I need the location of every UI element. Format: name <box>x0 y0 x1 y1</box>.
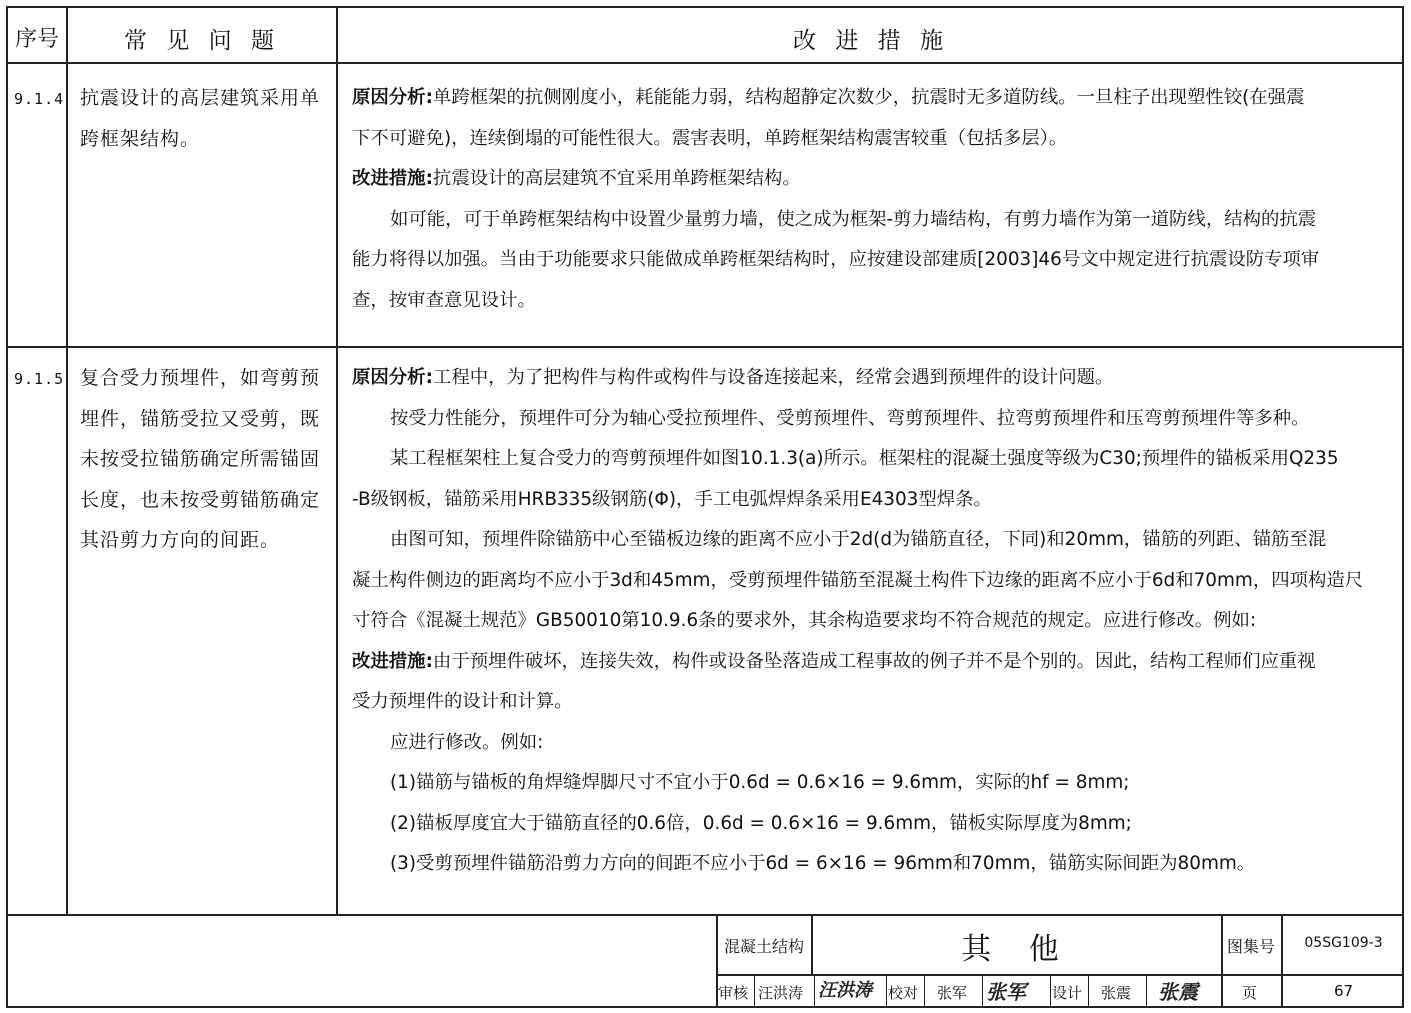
header-measure: 改 进 措 施 <box>793 28 949 54</box>
tb-review-label: 审核 <box>718 984 749 1002</box>
tb-checker: 张军 <box>937 984 968 1002</box>
measure-line: (3)受剪预埋件锚筋沿剪力方向的间距不应小于6d = 6×16 = 96mm和70mm，锚筋实际间距为80mm。 <box>390 853 1256 874</box>
tb-page-no: 67 <box>1333 982 1354 1000</box>
problem-line: 复合受力预埋件，如弯剪预 <box>80 367 321 389</box>
measure-line: (2)锚板厚度宜大于锚筋直径的0.6倍，0.6d = 0.6×16 = 9.6mm，锚板实际厚度为8mm; <box>390 812 1132 834</box>
measure-line: 受力预埋件的设计和计算。 <box>352 691 573 712</box>
tb-check-label: 校对 <box>888 984 919 1002</box>
titleblock-divider <box>8 914 1402 916</box>
tb-signature-design: 张震 <box>1158 980 1198 1004</box>
measure-line: 按受力性能分，预埋件可分为轴心受拉预埋件、受剪预埋件、弯剪预埋件、拉弯剪预埋件和压弯剪预埋件等多种。 <box>390 407 1310 429</box>
measure-line: 原因分析:工程中，为了把构件与构件或构件与设备连接起来，经常会遇到预埋件的设计问题。 <box>352 367 1114 388</box>
problem-line: 抗震设计的高层建筑采用单 <box>80 87 321 109</box>
tb-category: 混凝土结构 <box>724 937 805 956</box>
header-divider <box>8 62 1402 64</box>
measure-line: 如可能，可于单跨框架结构中设置少量剪力墙，使之成为框架-剪力墙结构，有剪力墙作为第一道防线，结构的抗震 <box>390 208 1317 230</box>
tb-signature-review: 汪洪涛 <box>818 980 872 1001</box>
tb-cell <box>1050 974 1051 1008</box>
tb-design-label: 设计 <box>1052 984 1083 1002</box>
tb-cell <box>1146 974 1147 1008</box>
tb-divider <box>1221 914 1223 1008</box>
measure-text <box>352 78 1398 321</box>
tb-cell <box>754 974 755 1008</box>
tb-cell <box>886 974 887 1008</box>
col-divider-1 <box>66 8 68 916</box>
measure-line: 寸符合《混凝土规范》GB50010第10.9.6条的要求外，其余构造要求均不符合规范的规定。应进行修改。例如: <box>352 610 1257 631</box>
measure-line: 查，按审查意见设计。 <box>352 289 536 311</box>
measure-line: -B级钢板，锚筋采用HRB335级钢筋(Φ)，手工电弧焊焊条采用E4303型焊条。 <box>352 488 992 510</box>
measure-line: 凝土构件侧边的距离均不应小于3d和45mm，受剪预埋件锚筋至混凝土构件下边缘的距离不应小于6d和70mm，四项构造尺 <box>352 569 1364 591</box>
tb-cell <box>814 974 815 1008</box>
row-divider <box>8 346 1402 348</box>
problem-line: 未按受拉锚筋确定所需锚固 <box>80 448 321 470</box>
drawing-sheet <box>6 6 1404 1008</box>
problem-text <box>80 78 330 159</box>
measure-line: 改进措施:抗震设计的高层建筑不宜采用单跨框架结构。 <box>352 168 801 189</box>
tb-page-label: 页 <box>1242 984 1258 1002</box>
measure-line: 下不可避免)，连续倒塌的可能性很大。震害表明，单跨框架结构震害较重（包括多层）。 <box>352 127 1068 149</box>
problem-line: 埋件，锚筋受拉又受剪，既 <box>80 407 321 430</box>
measure-line: 原因分析:单跨框架的抗侧刚度小，耗能能力弱，结构超静定次数少，抗震时无多道防线。一旦柱子出现塑性铰(在强震 <box>352 87 1305 108</box>
tb-signature-check: 张军 <box>986 980 1026 1004</box>
tb-atlas-no: 05SG109-3 <box>1304 935 1383 951</box>
tb-cell <box>1088 974 1089 1008</box>
measure-line: 由图可知，预埋件除锚筋中心至锚板边缘的距离不应小于2d(d为锚筋直径，下同)和20mm，锚筋的列距、锚筋至混 <box>390 529 1327 550</box>
measure-line: 应进行修改。例如: <box>390 731 544 753</box>
problem-line: 其沿剪力方向的间距。 <box>80 529 281 551</box>
measure-line: (1)锚筋与锚板的角焊缝焊脚尺寸不宜小于0.6d = 0.6×16 = 9.6mm，实际的hf = 8mm; <box>390 772 1130 793</box>
col-divider-2 <box>336 8 338 916</box>
problem-line: 长度，也未按受剪锚筋确定 <box>80 488 321 511</box>
problem-text <box>80 358 330 561</box>
tb-reviewer: 汪洪涛 <box>758 984 804 1002</box>
tb-title: 其 他 <box>961 932 1073 967</box>
row-number: 9.1.4 <box>14 90 65 108</box>
tb-cell <box>982 974 983 1008</box>
tb-designer: 张震 <box>1101 984 1132 1002</box>
header-no: 序号 <box>14 27 59 52</box>
measure-line: 能力将得以加强。当由于功能要求只能做成单跨框架结构时，应按建设部建质[2003]46号文中规定进行抗震设防专项审 <box>352 249 1320 270</box>
measure-line: 某工程框架柱上复合受力的弯剪预埋件如图10.1.3(a)所示。框架柱的混凝土强度等级为C30;预埋件的锚板采用Q235 <box>390 448 1339 469</box>
measure-line: 改进措施:由于预埋件破坏，连接失效，构件或设备坠落造成工程事故的例子并不是个别的。因此，结构工程师们应重视 <box>352 650 1316 672</box>
row-number: 9.1.5 <box>14 370 65 388</box>
measure-text <box>352 358 1398 885</box>
tb-atlas-label: 图集号 <box>1227 937 1276 956</box>
header-problem: 常 见 问 题 <box>124 28 280 54</box>
tb-cell <box>924 974 925 1008</box>
problem-line: 跨框架结构。 <box>80 127 201 150</box>
